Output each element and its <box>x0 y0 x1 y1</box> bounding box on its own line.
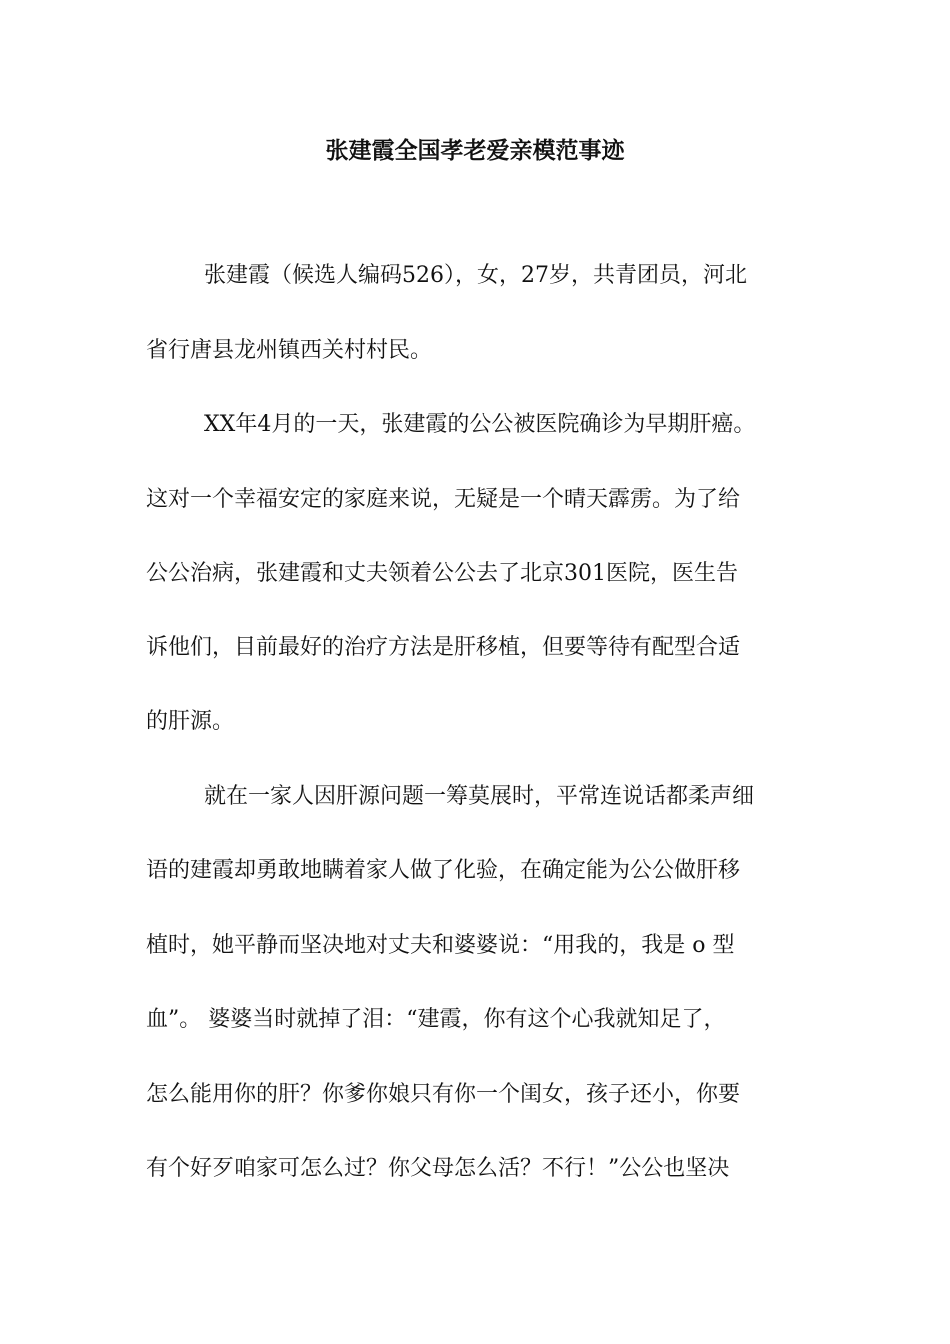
paragraph-1-line-2: 省行唐县龙州镇西关村村民。 <box>146 338 433 363</box>
paragraph-1-line-1: 张建霞（候选人编码526），女，27岁，共青团员，河北 <box>204 263 747 288</box>
document-title: 张建霞全国孝老爱亲模范事迹 <box>325 138 625 164</box>
paragraph-2-line-3: 公公治病，张建霞和丈夫领着公公去了北京301医院，医生告 <box>146 561 738 586</box>
paragraph-2-line-4: 诉他们，目前最好的治疗方法是肝移植，但要等待有配型合适 <box>146 635 741 660</box>
paragraph-2-line-2: 这对一个幸福安定的家庭来说，无疑是一个晴天霹雳。为了给 <box>146 487 741 512</box>
paragraph-3-line-5: 怎么能用你的肝？你爹你娘只有你一个闺女，孩子还小，你要 <box>146 1082 741 1107</box>
paragraph-3-line-1: 就在一家人因肝源问题一筹莫展时，平常连说话都柔声细 <box>204 784 755 809</box>
paragraph-2-line-5: 的肝源。 <box>146 709 235 734</box>
paragraph-2-line-1: XX年4月的一天，张建霞的公公被医院确诊为早期肝癌。 <box>204 412 756 437</box>
paragraph-3-line-3: 植时，她平静而坚决地对丈夫和婆婆说：“用我的，我是 o 型 <box>146 933 735 958</box>
paragraph-3-line-6: 有个好歹咱家可怎么过？你父母怎么活？不行！”公公也坚决 <box>146 1156 730 1181</box>
paragraph-3-line-4: 血”。 婆婆当时就掉了泪：“建霞，你有这个心我就知足了， <box>146 1007 726 1032</box>
paragraph-3-line-2: 语的建霞却勇敢地瞒着家人做了化验，在确定能为公公做肝移 <box>146 858 741 883</box>
